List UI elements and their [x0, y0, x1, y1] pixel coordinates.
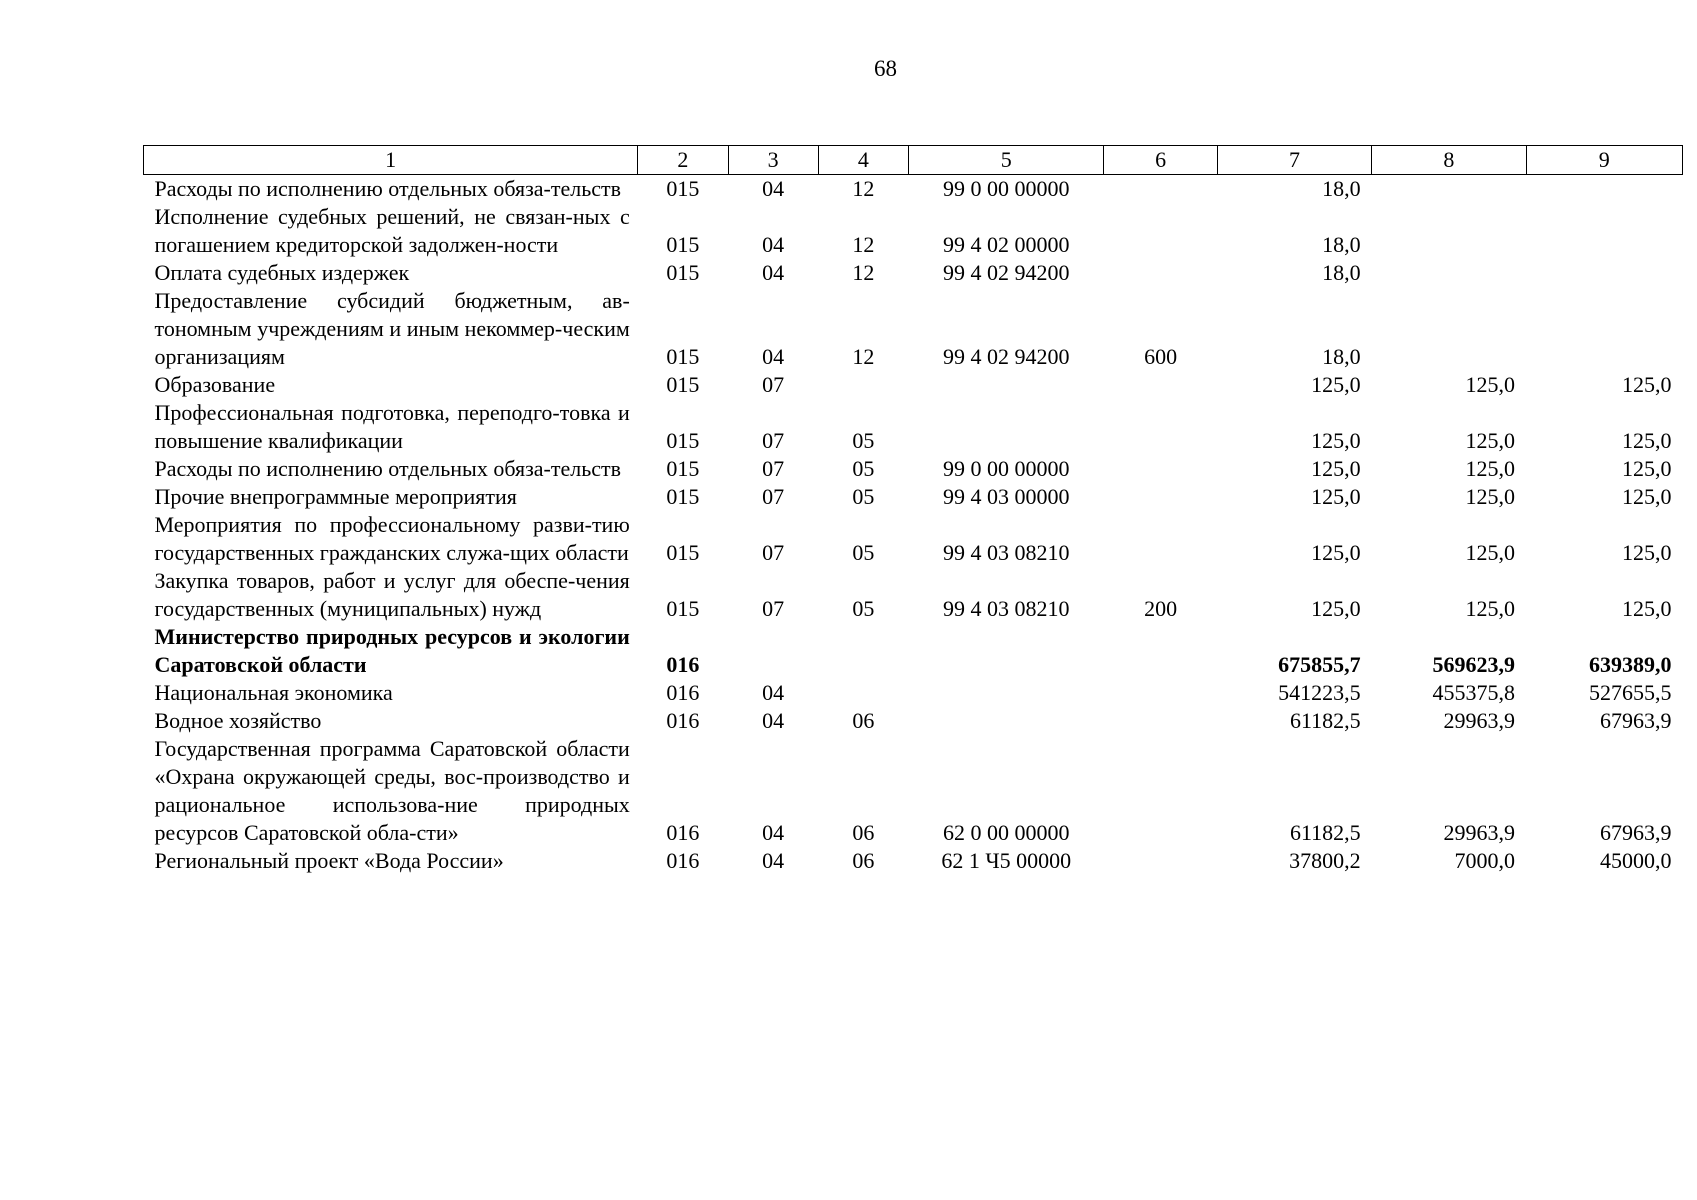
chapter-code: 07 [762, 428, 785, 453]
amount-col7: 18,0 [1322, 344, 1361, 369]
table-row [144, 707, 1683, 735]
amount-col8: 125,0 [1465, 484, 1516, 509]
section-code: 015 [666, 428, 700, 453]
amount-col8: 125,0 [1465, 372, 1516, 397]
header-cell-7: 7 [1217, 146, 1371, 175]
header-cell-5: 5 [908, 146, 1104, 175]
target-article: 99 4 02 94200 [942, 260, 1070, 285]
chapter-code: 04 [762, 820, 785, 845]
amount-col8 [1372, 259, 1526, 287]
item-name: Расходы по исполнению отдельных обяза-тельств [154, 176, 622, 201]
amount-col8: 125,0 [1465, 428, 1516, 453]
section-code: 016 [666, 708, 700, 733]
amount-col8: 125,0 [1465, 456, 1516, 481]
expense-type [1104, 623, 1217, 679]
subsection-code [818, 679, 908, 707]
item-name: Государственная программа Саратовской области «Охрана окружающей среды, вос-производство и рациональное использова-ние природных ресурсов Саратовской обла-сти» [154, 736, 630, 845]
table-row [144, 399, 1683, 455]
expense-type [1104, 371, 1217, 399]
amount-col8: 29963,9 [1443, 820, 1516, 845]
table-row [144, 371, 1683, 399]
amount-col7: 37800,2 [1289, 848, 1361, 873]
expense-type [1104, 707, 1217, 735]
subsection-code: 05 [852, 428, 875, 453]
section-code: 015 [666, 372, 700, 397]
section-code: 015 [666, 344, 700, 369]
item-name: Министерство природных ресурсов и экологии Саратовской области [154, 624, 630, 677]
expense-type [1104, 847, 1217, 875]
table-header-row [144, 146, 1683, 175]
budget-table [143, 145, 1683, 875]
section-code: 015 [666, 456, 700, 481]
table-row [144, 567, 1683, 623]
section-code: 016 [666, 680, 700, 705]
amount-col7: 18,0 [1322, 232, 1361, 257]
subsection-code: 12 [852, 344, 875, 369]
amount-col8 [1372, 175, 1526, 204]
header-cell-4: 4 [818, 146, 908, 175]
chapter-code: 07 [762, 456, 785, 481]
item-name: Мероприятия по профессиональному разви-тию государственных гражданских служа-щих области [154, 512, 630, 565]
table-row [144, 847, 1683, 875]
expense-type [1104, 735, 1217, 847]
amount-col8: 7000,0 [1454, 848, 1516, 873]
target-article: 99 4 02 94200 [942, 344, 1070, 369]
amount-col9: 639389,0 [1589, 652, 1672, 677]
amount-col9: 125,0 [1622, 372, 1672, 397]
target-article [908, 707, 1104, 735]
subsection-code: 05 [852, 456, 875, 481]
chapter-code: 04 [762, 260, 785, 285]
amount-col9: 125,0 [1622, 456, 1672, 481]
table-row [144, 735, 1683, 847]
item-name: Водное хозяйство [154, 708, 322, 733]
header-cell-8: 8 [1372, 146, 1526, 175]
table-row [144, 679, 1683, 707]
amount-col7: 61182,5 [1289, 708, 1361, 733]
target-article: 99 0 00 00000 [942, 456, 1070, 481]
section-code: 016 [666, 820, 700, 845]
chapter-code: 04 [762, 176, 785, 201]
subsection-code: 12 [852, 260, 875, 285]
subsection-code [818, 371, 908, 399]
expense-type [1104, 455, 1217, 483]
item-name: Национальная экономика [154, 680, 393, 705]
expense-type [1104, 511, 1217, 567]
amount-col7: 125,0 [1311, 456, 1361, 481]
table-row [144, 259, 1683, 287]
item-name: Оплата судебных издержек [154, 260, 410, 285]
target-article: 99 4 03 00000 [942, 484, 1070, 509]
amount-col7: 125,0 [1311, 428, 1361, 453]
target-article: 62 0 00 00000 [942, 820, 1070, 845]
target-article [908, 399, 1104, 455]
table-row [144, 455, 1683, 483]
chapter-code: 07 [762, 596, 785, 621]
item-name: Предоставление субсидий бюджетным, ав-тономным учреждениям и иным некоммер-ческим организациям [154, 288, 630, 369]
table-body [144, 175, 1683, 876]
header-cell-3: 3 [728, 146, 818, 175]
item-name: Региональный проект «Вода России» [154, 848, 504, 873]
section-code: 016 [666, 848, 700, 873]
amount-col9: 45000,0 [1600, 848, 1672, 873]
table-row [144, 203, 1683, 259]
subsection-code: 05 [852, 596, 875, 621]
table-row [144, 483, 1683, 511]
amount-col8: 125,0 [1465, 540, 1516, 565]
section-code: 015 [666, 596, 700, 621]
amount-col9: 125,0 [1622, 484, 1672, 509]
item-name: Образование [154, 372, 276, 397]
chapter-code [728, 623, 818, 679]
section-code: 015 [666, 260, 700, 285]
page-number: 68 [874, 56, 897, 81]
amount-col7: 675855,7 [1278, 652, 1361, 677]
amount-col9 [1526, 287, 1682, 371]
amount-col8: 29963,9 [1443, 708, 1516, 733]
header-cell-9: 9 [1526, 146, 1682, 175]
amount-col7: 125,0 [1311, 596, 1361, 621]
subsection-code: 06 [852, 848, 875, 873]
subsection-code: 12 [852, 232, 875, 257]
chapter-code: 07 [762, 540, 785, 565]
amount-col9: 527655,5 [1589, 680, 1672, 705]
target-article: 99 0 00 00000 [942, 176, 1070, 201]
amount-col8 [1372, 287, 1526, 371]
expense-type [1104, 175, 1217, 204]
amount-col8: 455375,8 [1432, 680, 1516, 705]
target-article [908, 679, 1104, 707]
target-article: 99 4 03 08210 [942, 596, 1070, 621]
item-name: Расходы по исполнению отдельных обяза-тельств [154, 456, 622, 481]
subsection-code: 06 [852, 708, 875, 733]
header-cell-2: 2 [638, 146, 728, 175]
amount-col9: 125,0 [1622, 540, 1672, 565]
table-row [144, 175, 1683, 204]
chapter-code: 04 [762, 708, 785, 733]
section-code: 016 [666, 652, 700, 677]
chapter-code: 07 [762, 484, 785, 509]
target-article: 99 4 02 00000 [942, 232, 1070, 257]
item-name: Прочие внепрограммные мероприятия [154, 484, 517, 509]
amount-col7: 125,0 [1311, 484, 1361, 509]
amount-col8: 569623,9 [1432, 652, 1516, 677]
amount-col7: 125,0 [1311, 372, 1361, 397]
header-cell-1: 1 [144, 146, 638, 175]
amount-col9 [1526, 175, 1682, 204]
amount-col9: 67963,9 [1600, 820, 1672, 845]
subsection-code: 06 [852, 820, 875, 845]
target-article: 62 1 Ч5 00000 [941, 848, 1072, 873]
amount-col7: 18,0 [1322, 176, 1361, 201]
subsection-code [818, 623, 908, 679]
chapter-code: 04 [762, 232, 785, 257]
expense-type [1104, 203, 1217, 259]
header-cell-6: 6 [1104, 146, 1217, 175]
expense-type: 200 [1144, 596, 1178, 621]
item-name: Исполнение судебных решений, не связан-ных с погашением кредиторской задолжен-ности [154, 204, 630, 257]
amount-col7: 125,0 [1311, 540, 1361, 565]
expense-type: 600 [1144, 344, 1178, 369]
chapter-code: 07 [762, 372, 785, 397]
amount-col9: 67963,9 [1600, 708, 1672, 733]
section-code: 015 [666, 176, 700, 201]
chapter-code: 04 [762, 344, 785, 369]
section-code: 015 [666, 232, 700, 257]
amount-col9 [1526, 259, 1682, 287]
expense-type [1104, 679, 1217, 707]
amount-col9: 125,0 [1622, 428, 1672, 453]
target-article: 99 4 03 08210 [942, 540, 1070, 565]
expense-type [1104, 259, 1217, 287]
section-code: 015 [666, 540, 700, 565]
expense-type [1104, 483, 1217, 511]
amount-col8: 125,0 [1465, 596, 1516, 621]
target-article [908, 623, 1104, 679]
amount-col9: 125,0 [1622, 596, 1672, 621]
amount-col8 [1372, 203, 1526, 259]
amount-col7: 18,0 [1322, 260, 1361, 285]
item-name: Закупка товаров, работ и услуг для обеспе-чения государственных (муниципальных) нужд [154, 568, 630, 621]
section-code: 015 [666, 484, 700, 509]
expense-type [1104, 399, 1217, 455]
amount-col7: 541223,5 [1278, 680, 1361, 705]
item-name: Профессиональная подготовка, переподго-товка и повышение квалификации [154, 400, 630, 453]
table-row [144, 623, 1683, 679]
table-row [144, 511, 1683, 567]
chapter-code: 04 [762, 680, 785, 705]
amount-col7: 61182,5 [1289, 820, 1361, 845]
table-row [144, 287, 1683, 371]
subsection-code: 12 [852, 176, 875, 201]
chapter-code: 04 [762, 848, 785, 873]
target-article [908, 371, 1104, 399]
subsection-code: 05 [852, 484, 875, 509]
subsection-code: 05 [852, 540, 875, 565]
amount-col9 [1526, 203, 1682, 259]
